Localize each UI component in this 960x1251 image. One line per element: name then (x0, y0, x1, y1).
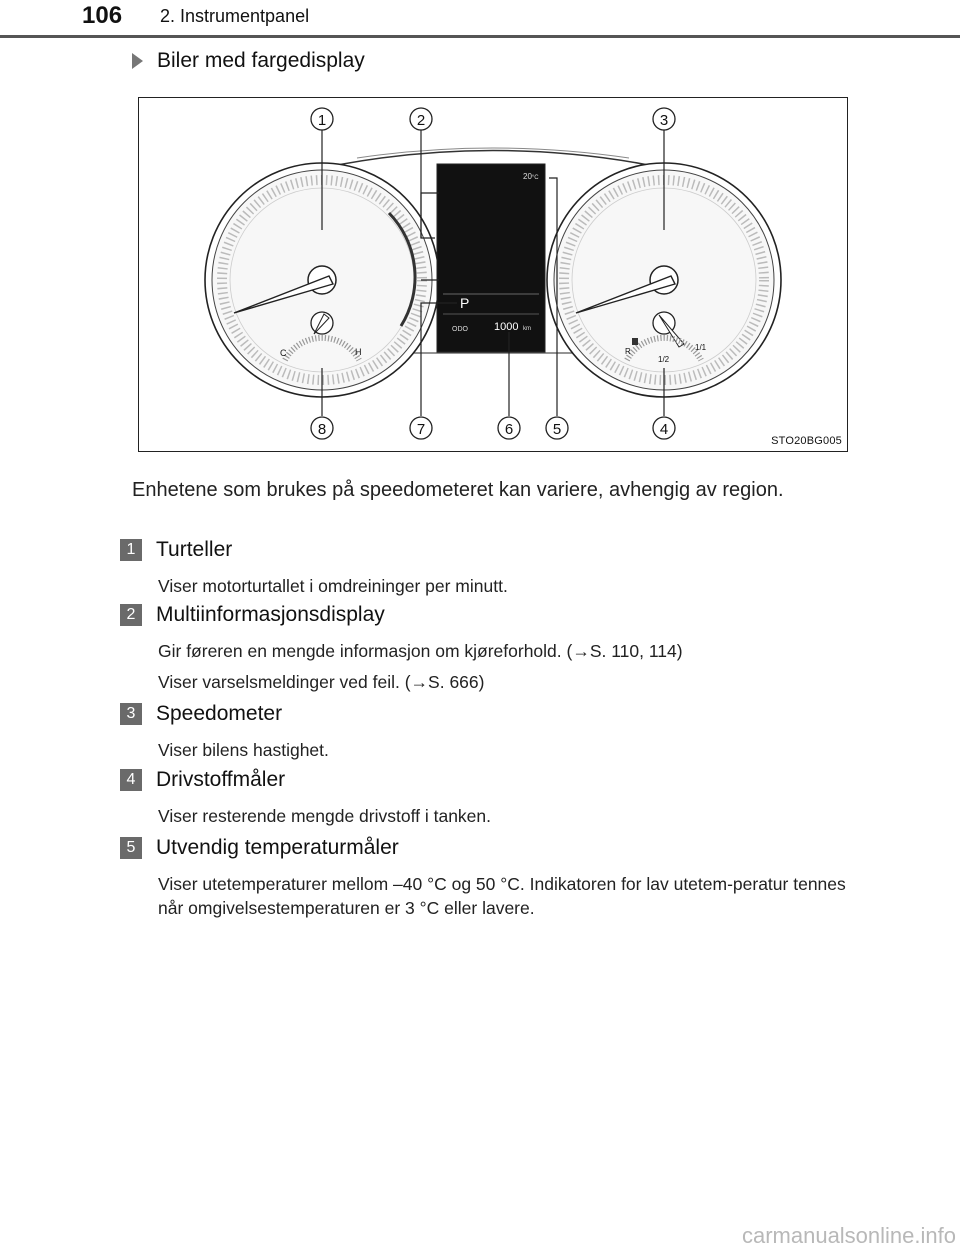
callout-7 (410, 417, 432, 439)
item-description: Viser utetemperaturer mellom –40 °C og 50 °C. Indikatoren for lav utetem-peratur tennes når omgivelsestemperaturen er 3 °C eller lavere. (158, 874, 846, 918)
item-number-badge: 1 (120, 539, 142, 561)
callout-6 (498, 417, 520, 439)
fuel-full-mark: 1/1 (695, 343, 707, 352)
item-description: Viser varselsmeldinger ved feil. (→S. 666) (158, 672, 485, 692)
item-number-badge: 4 (120, 769, 142, 791)
svg-text:3: 3 (659, 112, 669, 129)
fuel-reserve-mark: R (625, 347, 631, 356)
svg-text:6: 6 (504, 421, 514, 438)
temp-cold-mark: C (280, 348, 287, 358)
svg-text:8: 8 (317, 421, 327, 438)
triangle-bullet-icon (132, 53, 143, 69)
item-multi-info-display (120, 601, 850, 701)
cluster-illustration (139, 98, 847, 451)
item-title: Drivstoffmåler (156, 768, 286, 791)
item-fuel-gauge (120, 766, 850, 835)
item-speedometer (120, 700, 850, 769)
item-number-badge: 3 (120, 703, 142, 725)
callout-5 (546, 417, 568, 439)
item-number-badge: 5 (120, 837, 142, 859)
callout-2 (410, 108, 432, 130)
intro-paragraph: Enhetene som brukes på speedometeret kan variere, avhengig av region. (132, 479, 784, 501)
item-description: Viser resterende mengde drivstoff i tanken. (158, 806, 492, 826)
svg-text:4: 4 (659, 421, 669, 438)
item-outside-temp (120, 834, 850, 927)
callout-3 (653, 108, 675, 130)
item-tachometer (120, 536, 850, 605)
watermark: carmanualsonline.info (741, 1223, 956, 1248)
subsection-title: Biler med fargedisplay (157, 49, 365, 72)
item-description: Viser bilens hastighet. (158, 740, 329, 760)
item-number-badge: 2 (120, 604, 142, 626)
display-gear: P (460, 295, 470, 311)
header-rule (0, 35, 960, 38)
svg-text:7: 7 (416, 421, 426, 438)
callout-1 (311, 108, 333, 130)
svg-text:2: 2 (416, 112, 426, 129)
display-odo-value: 1000 (494, 321, 519, 333)
subsection-heading (132, 49, 365, 73)
item-title: Utvendig temperaturmåler (156, 836, 399, 859)
instrument-cluster-figure (138, 97, 848, 452)
item-title: Turteller (156, 538, 233, 561)
svg-text:1: 1 (317, 112, 327, 129)
callout-8 (311, 417, 333, 439)
display-odo-unit: km (523, 326, 531, 332)
callout-4 (653, 417, 675, 439)
chapter-title: 2. Instrumentpanel (160, 6, 310, 26)
display-odo-label: ODO (452, 326, 468, 333)
fuel-half-mark: 1/2 (658, 355, 670, 364)
multi-information-display (437, 164, 545, 352)
temp-hot-mark: H (355, 347, 362, 357)
item-title: Speedometer (156, 702, 283, 725)
figure-code: STO20BG005 (771, 435, 842, 447)
display-temperature: 20°C (523, 172, 539, 181)
page-number: 106 (82, 2, 123, 29)
item-title: Multiinformasjonsdisplay (156, 603, 385, 626)
item-description: Viser motorturtallet i omdreininger per minutt. (158, 576, 508, 596)
fuel-pump-icon (632, 338, 638, 345)
item-description: Gir føreren en mengde informasjon om kjøreforhold. (→S. 110, 114) (158, 641, 683, 661)
svg-text:5: 5 (552, 421, 562, 438)
